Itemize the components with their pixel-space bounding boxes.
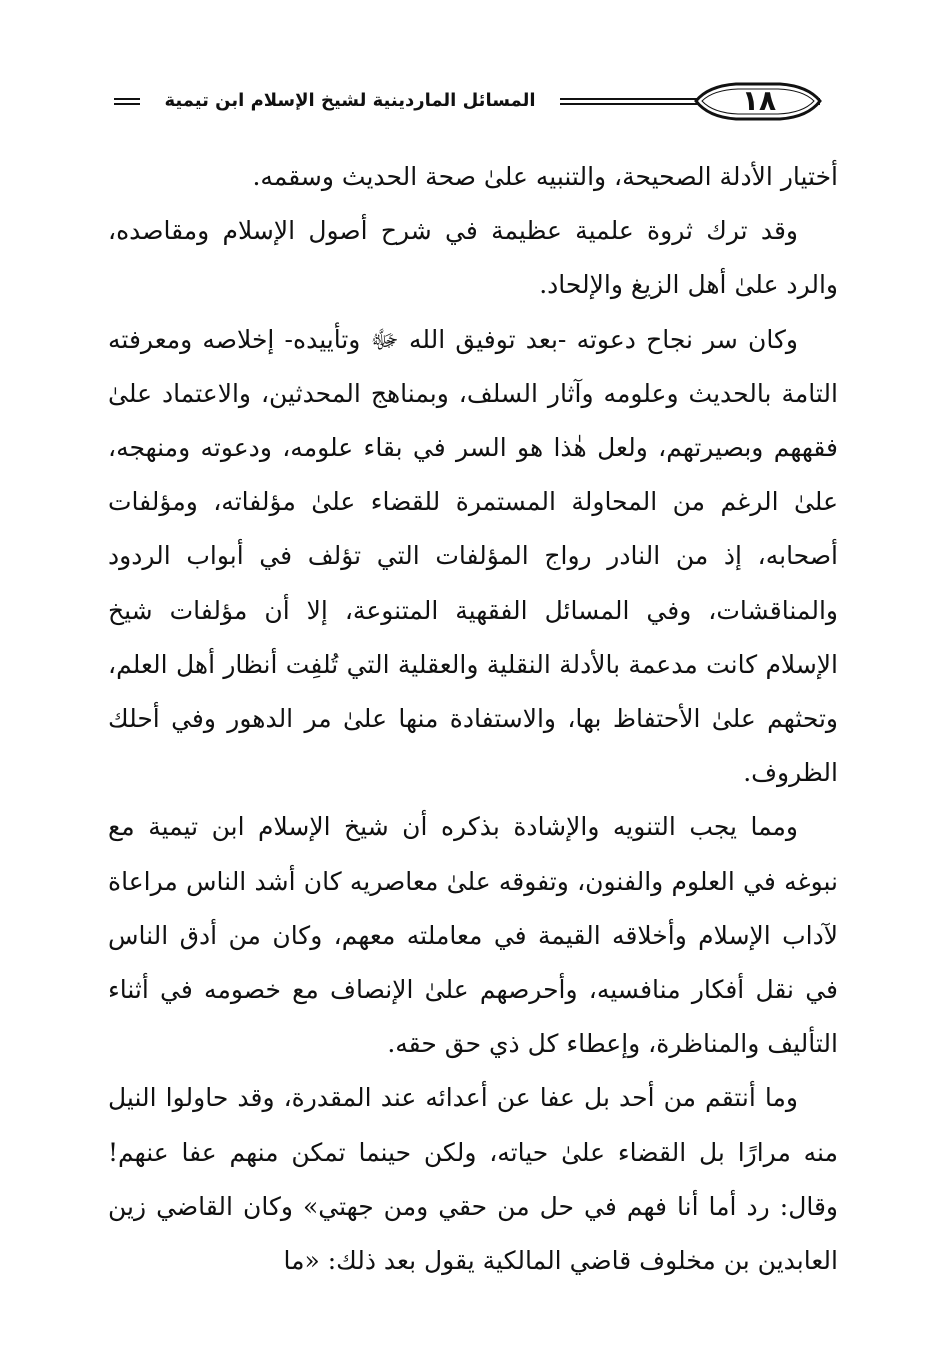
paragraph: ومما يجب التنويه والإشادة بذكره أن شيخ الإسلام ابن تيمية مع نبوغه في العلوم والفنون، وتفوقه علىٰ معاصريه كان أشد الناس مراعاة لآداب الإسلام وأخلاقه القيمة في معاملته معهم، وكان من أدق الناس في نقل أفكار منافسيه، وأحرصهم علىٰ الإنصاف مع خصومه في أثناء التأليف والمناظرة، وإعطاء كل ذي حق حقه. (108, 812, 838, 1059)
paragraph: وقد ترك ثروة علمية عظيمة في شرح أصول الإسلام ومقاصده، والرد علىٰ أهل الزيغ والإلحاد. (108, 216, 838, 300)
page-number: ١٨ (741, 84, 777, 117)
page-header (108, 70, 828, 132)
paragraph: وما أنتقم من أحد بل عفا عن أعدائه عند المقدرة، وقد حاولوا النيل منه مرارًا بل القضاء علىٰ حياته، ولكن حينما تمكن منهم عفا عنهم! وقال: رد أما أنا فهم في حل من حقي ومن جهتي» وكان القاضي زين العابدين بن مخلوف قاضي المالكية يقول بعد ذلك: «ما (108, 1083, 838, 1276)
paragraph: أختيار الأدلة الصحيحة، والتنبيه علىٰ صحة الحديث وسقمه. (252, 162, 838, 191)
body-text (108, 150, 838, 1288)
paragraph: وكان سر نجاح دعوته -بعد توفيق الله ﷻ وتأييده- إخلاصه ومعرفته التامة بالحديث وعلومه وآثار السلف، وبمناهج المحدثين، والاعتماد علىٰ فقههم وبصيرتهم، ولعل هٰذا هو السر في بقاء علومه، ودعوته ومنهجه، علىٰ الرغم من المحاولة المستمرة للقضاء علىٰ مؤلفاته، ومؤلفات أصحابه، إذ من النادر رواج المؤلفات التي تؤلف في أبواب الردود والمناقشات، وفي المسائل الفقهية المتنوعة، إلا أن مؤلفات شيخ الإسلام كانت مدعمة بالأدلة النقلية والعقلية التي تُلفِت أنظار أهل العلم، وتحثهم علىٰ الأحتفاظ بها، والاستفادة منها علىٰ مر الدهور وفي أحلك الظروف. (108, 324, 838, 788)
running-title: المسائل الماردينية لشيخ الإسلام ابن تيمية (140, 84, 560, 118)
